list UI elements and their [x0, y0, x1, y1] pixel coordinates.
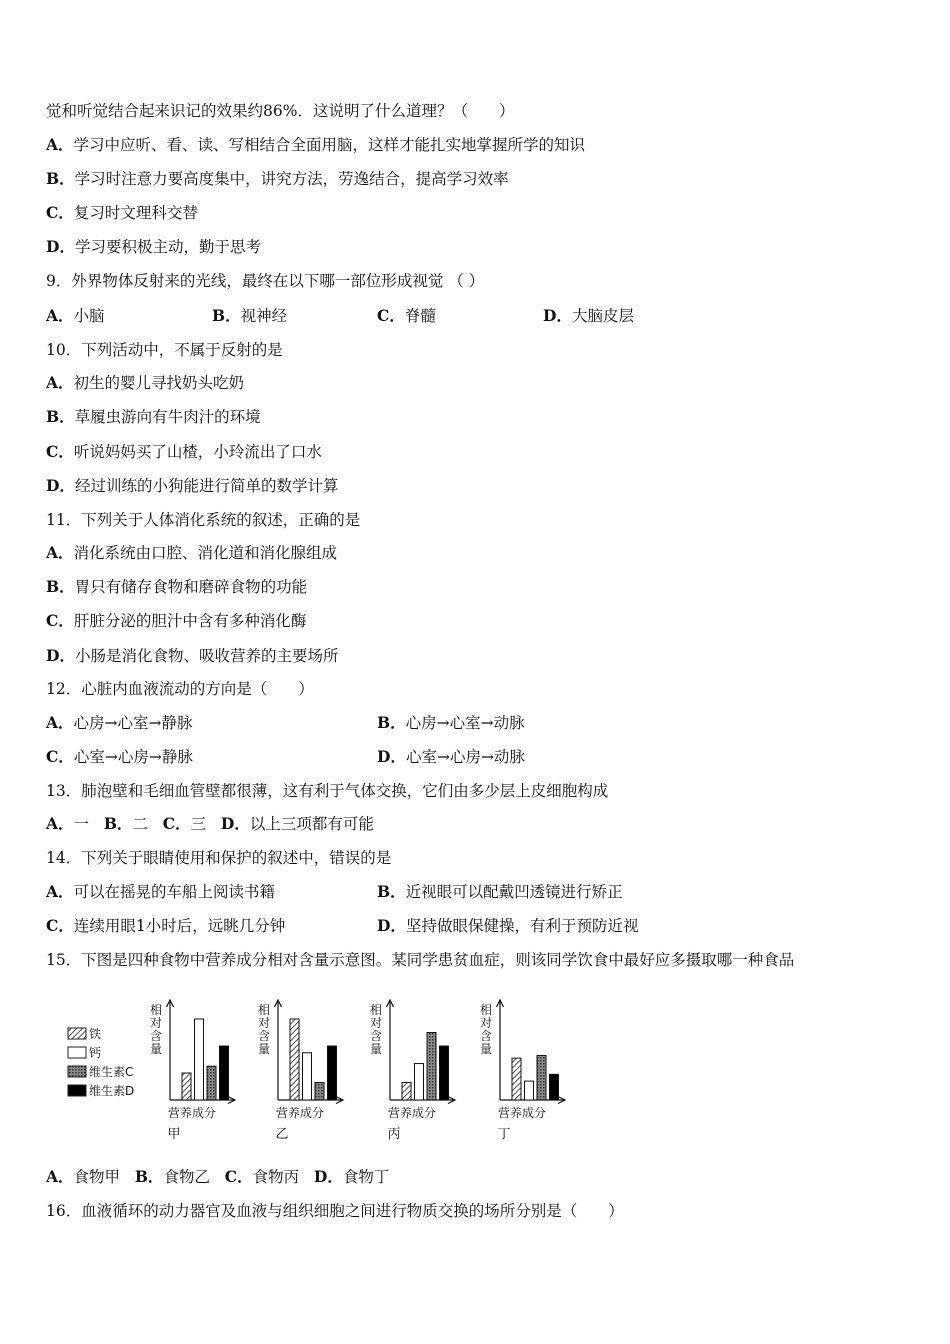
bar-2-3 — [440, 1046, 449, 1100]
bar-1-2 — [315, 1082, 324, 1100]
option-text: 心房→心室→静脉 — [73, 714, 193, 732]
option-text: 听说妈妈买了山楂，小玲流出了口水 — [73, 443, 322, 461]
x-label-3: 营养成分 — [497, 1106, 547, 1120]
option-key: D． — [46, 476, 75, 495]
bar-1-0 — [290, 1019, 299, 1100]
option-key: C． — [46, 203, 74, 222]
option-text: 心房→心室→动脉 — [405, 714, 525, 732]
option-text: 食物甲 — [73, 1168, 121, 1186]
y-label-char-1-2: 含 — [258, 1029, 271, 1043]
option-key: D． — [377, 916, 406, 935]
option-key: C． — [46, 442, 74, 461]
option-key: B． — [46, 169, 75, 188]
legend-swatch-3 — [68, 1085, 86, 1096]
y-label-char-0-0: 相 — [150, 1003, 163, 1017]
question-16-stem: 16．血液循环的动力器官及血液与组织细胞之间进行物质交换的场所分别是（ ） — [46, 1202, 624, 1220]
option-text: 消化系统由口腔、消化道和消化腺组成 — [73, 544, 338, 562]
chart-name-3: 丁 — [497, 1127, 511, 1142]
q10-option-d — [46, 476, 338, 496]
option-text: 草履虫游向有牛肉汁的环境 — [74, 408, 261, 426]
chart-name-0: 甲 — [167, 1127, 181, 1142]
y-label-char-3-2: 含 — [480, 1029, 493, 1043]
option-key: D． — [543, 306, 572, 325]
option-key: A． — [46, 306, 74, 325]
option-text: 近视眼可以配戴凹透镜进行矫正 — [405, 883, 623, 901]
legend-label-2: 维生素C — [89, 1065, 134, 1079]
y-label-char-0-1: 对 — [150, 1016, 163, 1030]
legend-label-0: 铁 — [89, 1027, 102, 1041]
q10-option-a — [46, 373, 244, 393]
option-key: D． — [313, 1167, 343, 1186]
bar-3-2 — [537, 1055, 546, 1100]
option-key: A． — [46, 135, 74, 154]
y-label-char-2-3: 量 — [370, 1042, 383, 1056]
option-text: 复习时文理科交替 — [73, 204, 198, 222]
option-text: 学习要积极主动，勤于思考 — [74, 238, 261, 256]
bar-0-2 — [207, 1066, 216, 1100]
x-label-2: 营养成分 — [387, 1106, 437, 1120]
y-label-char-0-3: 量 — [150, 1042, 163, 1056]
y-label-char-3-1: 对 — [480, 1016, 493, 1030]
q10-option-c — [46, 442, 322, 462]
legend-label-1: 钙 — [89, 1046, 102, 1060]
y-label-char-3-0: 相 — [480, 1003, 493, 1017]
option-key: B． — [212, 306, 241, 325]
option-key: C． — [46, 611, 74, 630]
y-label-char-0-2: 含 — [150, 1029, 163, 1043]
q12-option-c — [46, 747, 193, 767]
y-label-char-1-3: 量 — [258, 1042, 271, 1056]
option-key: D． — [46, 237, 75, 256]
option-key: D． — [377, 747, 406, 766]
option-text: 小脑 — [73, 307, 105, 325]
option-key: B． — [103, 814, 133, 833]
legend-swatch-2 — [68, 1066, 86, 1077]
option-key: A． — [46, 1167, 74, 1186]
q11-option-c — [46, 611, 306, 631]
bar-3-0 — [512, 1058, 521, 1100]
option-key: D． — [220, 814, 250, 833]
option-text: 肝脏分泌的胆汁中含有多种消化酶 — [73, 612, 307, 630]
question-10-stem: 10．下列活动中，不属于反射的是 — [46, 341, 283, 359]
q10-option-b — [46, 407, 261, 427]
q9-option-a — [46, 306, 105, 326]
option-key: A． — [46, 373, 74, 392]
q15-options — [46, 1167, 389, 1187]
option-text: 连续用眼1小时后，远眺几分钟 — [73, 917, 286, 935]
q9-option-b — [212, 306, 287, 326]
bar-3-1 — [525, 1081, 534, 1100]
option-text: 胃只有储存食物和磨碎食物的功能 — [74, 578, 308, 596]
question-15-stem: 15．下图是四种食物中营养成分相对含量示意图。某同学患贫血症，则该同学饮食中最好应多摄取哪一种食品 — [46, 951, 795, 969]
y-label-char-1-0: 相 — [258, 1003, 271, 1017]
option-key: A． — [46, 814, 74, 833]
option-text: 以上三项都有可能 — [249, 815, 374, 833]
chart-legend — [68, 1026, 134, 1098]
question-11-stem: 11．下列关于人体消化系统的叙述，正确的是 — [46, 511, 361, 529]
chart-plots — [150, 1000, 565, 1142]
q8-option-b — [46, 169, 509, 189]
option-text: 视神经 — [240, 307, 288, 325]
q8-option-a — [46, 135, 585, 155]
q8-option-c — [46, 203, 198, 223]
chart-name-2: 丙 — [387, 1127, 401, 1142]
option-text: 经过训练的小狗能进行简单的数学计算 — [74, 477, 339, 495]
option-text: 心室→心房→静脉 — [73, 748, 193, 766]
option-key: D． — [46, 646, 75, 665]
option-key: B． — [377, 882, 406, 901]
option-key: A． — [46, 882, 74, 901]
nutrient-bar-charts — [60, 988, 600, 1148]
option-key: C． — [46, 747, 74, 766]
y-label-char-2-2: 含 — [370, 1029, 383, 1043]
option-key: A． — [46, 713, 74, 732]
q8-option-d — [46, 237, 261, 257]
option-key: C． — [224, 1167, 253, 1186]
x-label-1: 营养成分 — [275, 1106, 325, 1120]
q14-option-b — [377, 882, 623, 902]
option-key: C． — [46, 916, 74, 935]
option-text: 脊髓 — [404, 307, 436, 325]
option-text: 学习时注意力要高度集中，讲究方法，劳逸结合，提高学习效率 — [74, 170, 509, 188]
question-12-stem: 12．心脏内血液流动的方向是（ ） — [46, 680, 314, 698]
bar-1-1 — [303, 1053, 312, 1100]
bar-1-3 — [328, 1046, 337, 1100]
bar-0-1 — [195, 1019, 204, 1100]
legend-label-3: 维生素D — [89, 1084, 135, 1098]
q9-option-c — [377, 306, 436, 326]
option-text: 二 — [132, 815, 148, 833]
option-text: 食物丁 — [342, 1168, 390, 1186]
q14-option-c — [46, 916, 285, 936]
option-key: C． — [377, 306, 405, 325]
charts-svg — [60, 988, 600, 1148]
q11-option-d — [46, 646, 338, 666]
question-14-stem: 14．下列关于眼睛使用和保护的叙述中，错误的是 — [46, 849, 392, 867]
option-text: 小肠是消化食物、吸收营养的主要场所 — [74, 647, 339, 665]
option-key: B． — [46, 407, 75, 426]
question-8-stem-continuation: 觉和听觉结合起来识记的效果约86%．这说明了什么道理？（ ） — [46, 102, 515, 120]
question-9-stem: 9．外界物体反射来的光线，最终在以下哪一部位形成视觉 （ ） — [46, 272, 485, 290]
legend-swatch-1 — [68, 1047, 86, 1058]
y-label-char-1-1: 对 — [258, 1016, 271, 1030]
option-text: 心室→心房→动脉 — [405, 748, 525, 766]
y-label-char-2-1: 对 — [370, 1016, 383, 1030]
option-key: B． — [134, 1167, 164, 1186]
bar-2-1 — [415, 1064, 424, 1100]
option-text: 食物乙 — [163, 1168, 210, 1186]
bar-2-2 — [427, 1033, 436, 1101]
option-key: A． — [46, 543, 74, 562]
option-text: 初生的婴儿寻找奶头吃奶 — [73, 374, 245, 392]
q11-option-b — [46, 577, 307, 597]
bar-2-0 — [402, 1082, 411, 1100]
option-text: 大脑皮层 — [571, 307, 634, 325]
x-label-0: 营养成分 — [167, 1106, 217, 1120]
option-key: C． — [162, 814, 191, 833]
bar-3-3 — [550, 1074, 559, 1100]
q12-option-b — [377, 713, 525, 733]
q12-option-d — [377, 747, 525, 767]
option-key: B． — [377, 713, 406, 732]
option-text: 三 — [190, 815, 207, 833]
q14-option-a — [46, 882, 275, 902]
legend-swatch-0 — [68, 1028, 86, 1039]
bar-0-0 — [182, 1073, 191, 1100]
chart-name-1: 乙 — [275, 1127, 289, 1142]
bar-0-3 — [220, 1046, 229, 1100]
question-13-stem: 13．肺泡壁和毛细血管壁都很薄，这有利于气体交换，它们由多少层上皮细胞构成 — [46, 782, 609, 800]
q12-option-a — [46, 713, 193, 733]
q13-options — [46, 814, 374, 834]
option-text: 学习中应听、看、读、写相结合全面用脑，这样才能扎实地掌握所学的知识 — [73, 136, 586, 154]
y-label-char-2-0: 相 — [370, 1003, 383, 1017]
option-key: B． — [46, 577, 75, 596]
option-text: 食物丙 — [252, 1168, 300, 1186]
y-label-char-3-3: 量 — [480, 1042, 493, 1056]
q11-option-a — [46, 543, 337, 563]
q9-option-d — [543, 306, 634, 326]
q14-option-d — [377, 916, 638, 936]
option-text: 一 — [73, 815, 90, 833]
option-text: 坚持做眼保健操，有利于预防近视 — [405, 917, 639, 935]
option-text: 可以在摇晃的车船上阅读书籍 — [73, 883, 276, 901]
